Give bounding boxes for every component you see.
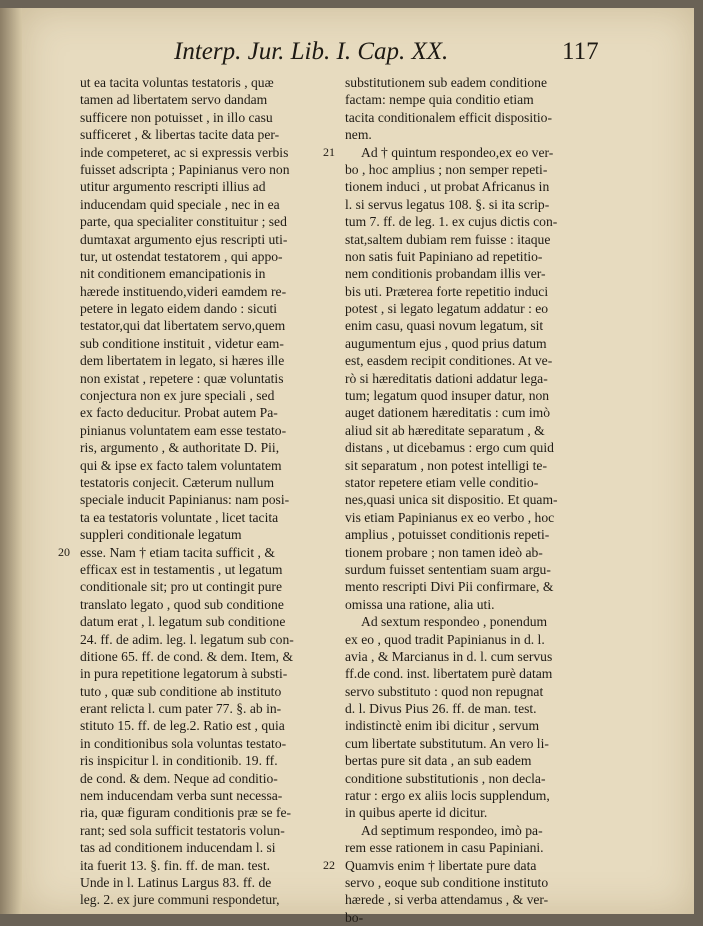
text-line: [345, 387, 623, 404]
text-line: [345, 74, 623, 91]
line-text: in conditionibus sola voluntas testato-: [80, 735, 287, 751]
line-text: suppleri conditionale legatum: [80, 527, 242, 543]
line-text: testator,qui dat libertatem servo,quem: [80, 318, 286, 334]
text-line: [345, 439, 623, 456]
line-text: qui & ipse ex facto talem voluntatem: [80, 457, 282, 473]
line-text: tur, ut ostendat testatorem , qui appo-: [80, 248, 283, 264]
text-line: [323, 144, 623, 161]
text-line: [80, 491, 352, 508]
line-text: ris, argumento , & authoritate D. Pii,: [80, 440, 280, 456]
text-line: [80, 752, 352, 769]
text-line: [80, 474, 352, 491]
line-text: sufficere non potuisset , in illo casu: [80, 109, 273, 125]
line-text: ex facto deducitur. Probat autem Pa-: [80, 405, 278, 421]
line-text: ris inspicitur l. in conditionib. 19. ff.: [80, 753, 278, 769]
line-text: 24. ff. de adim. leg. l. legatum sub con-: [80, 631, 294, 647]
text-line: [80, 770, 352, 787]
text-line: [345, 665, 623, 682]
line-text: stat,saltem dubiam rem fuisse : itaque: [345, 231, 551, 247]
line-text: efficax est in testamentis , ut legatum: [80, 561, 283, 577]
text-line: [345, 631, 623, 648]
text-line: [80, 509, 352, 526]
text-line: [80, 265, 352, 282]
text-line: [80, 613, 352, 630]
text-line: [345, 352, 623, 369]
text-line: [80, 161, 352, 178]
line-text: Ad septimum respondeo, imò pa-: [361, 822, 543, 838]
line-text: dem libertatem in legato, si hæres ille: [80, 353, 285, 369]
line-text: esse. Nam † etiam tacita sufficit , &: [80, 544, 275, 560]
line-text: speciale inducit Papinianus: nam posi-: [80, 492, 290, 508]
text-line: [345, 178, 623, 195]
text-line: [345, 265, 623, 282]
text-line: [345, 335, 623, 352]
text-line: [345, 822, 623, 839]
line-text: leg. 2. ex jure communi respondetur,: [80, 892, 280, 908]
book-page: [22, 8, 694, 925]
line-text: rant; sed sola sufficit testatoris volun-: [80, 822, 285, 838]
text-line: [80, 91, 352, 108]
text-line: [345, 874, 623, 891]
line-text: stator repetere etiam velle conditio-: [345, 474, 539, 490]
text-line: [345, 457, 623, 474]
line-text: tum 7. ff. de leg. 1. ex cujus dictis con-: [345, 214, 558, 230]
text-line: [345, 161, 623, 178]
text-line: [80, 857, 352, 874]
text-line: [345, 544, 623, 561]
line-text: testatoris conjecit. Cæterum nullum: [80, 474, 275, 490]
line-text: tionem probare ; non tamen ideò ab-: [345, 544, 543, 560]
text-line: [80, 526, 352, 543]
line-text: servo , eoque sub conditione instituto: [345, 874, 549, 890]
text-line: [80, 787, 352, 804]
line-text: Ad † quintum respondeo,ex eo ver-: [361, 144, 554, 160]
text-line: [345, 404, 623, 421]
text-line: [80, 804, 352, 821]
left-column: [58, 74, 352, 909]
line-text: avia , & Marcianus in d. l. cum servus: [345, 648, 553, 664]
line-text: tacita conditionalem efficit dispositio-: [345, 109, 552, 125]
line-text: nem inducendam verba sunt necessa-: [80, 788, 283, 804]
text-line: [80, 683, 352, 700]
line-text: ex eo , quod tradit Papinianus in d. l.: [345, 631, 545, 647]
line-text: pinianus voluntatem eam esse testato-: [80, 422, 287, 438]
text-line: [345, 91, 623, 108]
line-text: distans , ut dicebamus : ergo cum quid: [345, 440, 554, 456]
line-text: cum libertate substitutum. An vero li-: [345, 735, 549, 751]
line-text: translato legato , quod sub conditione: [80, 596, 284, 612]
line-text: tionem induci , ut probat Africanus in: [345, 179, 550, 195]
line-text: servo substituto : quod non repugnat: [345, 683, 544, 699]
text-line: [345, 839, 623, 856]
text-line: [80, 700, 352, 717]
line-text: inde competeret, ac si expressis verbis: [80, 144, 289, 160]
text-line: [345, 596, 623, 613]
text-line: [80, 822, 352, 839]
line-text: est, easdem recipit conditiones. At ve-: [345, 353, 553, 369]
line-text: Quamvis enim † libertate pure data: [345, 857, 537, 873]
line-text: ratur : ergo ex aliis locis supplendum,: [345, 788, 550, 804]
text-line: [80, 665, 352, 682]
line-text: nes,quasi unica sit dispositio. Et quam-: [345, 492, 558, 508]
text-line: [345, 526, 623, 543]
text-line: [345, 283, 623, 300]
text-line: [345, 213, 623, 230]
line-text: potest , si legato legatum addatur : eo: [345, 301, 549, 317]
text-line: [80, 631, 352, 648]
line-text: in quibus aperte id dicitur.: [345, 805, 488, 821]
line-text: erant relicta l. cum pater 77. §. ab in-: [80, 701, 282, 717]
line-text: conditionale sit; pro ut contingit pure: [80, 579, 282, 595]
line-text: tas ad conditionem inducendam l. si: [80, 840, 276, 856]
line-text: non existat , repetere : quæ voluntatis: [80, 370, 284, 386]
line-text: sub conditione instituit , videtur eam-: [80, 335, 284, 351]
marginal-number: 22: [323, 857, 335, 872]
text-line: [80, 717, 352, 734]
line-text: tamen ad libertatem servo dandam: [80, 92, 268, 108]
text-line: [345, 770, 623, 787]
marginal-number: 21: [323, 144, 335, 159]
line-text: rem esse rationem in casu Papiniani.: [345, 840, 544, 856]
text-line: [345, 648, 623, 665]
text-line: [80, 422, 352, 439]
line-text: ditione 65. ff. de cond. & dem. Item, &: [80, 648, 294, 664]
text-line: [345, 300, 623, 317]
text-line: [345, 909, 623, 926]
line-text: datum erat , l. legatum sub conditione: [80, 614, 286, 630]
text-line: [80, 352, 352, 369]
text-line: [80, 891, 352, 908]
text-line: [345, 613, 623, 630]
text-line: [80, 231, 352, 248]
text-line: [345, 717, 623, 734]
text-line: [345, 700, 623, 717]
line-text: bis uti. Præterea forte repetitio induci: [345, 283, 549, 299]
line-text: d. l. Divus Pius 26. ff. de man. test.: [345, 701, 537, 717]
line-text: factam: nempe quia conditio etiam: [345, 92, 534, 108]
text-line: [345, 752, 623, 769]
right-column: [323, 74, 623, 926]
text-line: [345, 474, 623, 491]
text-line: [345, 804, 623, 821]
line-text: amplius , potuisset conditionis repeti-: [345, 527, 550, 543]
line-text: l. si servus legatus 108. §. si ita scrip-: [345, 196, 550, 212]
line-text: sufficeret , & libertas tacite data per-: [80, 127, 280, 143]
text-line: [80, 126, 352, 143]
text-line: [80, 213, 352, 230]
text-line: [80, 387, 352, 404]
text-line: [80, 317, 352, 334]
text-line: [345, 196, 623, 213]
text-line: [80, 109, 352, 126]
line-text: tuto , quæ sub conditione ab instituto: [80, 683, 282, 699]
text-line: [80, 439, 352, 456]
text-line: [345, 561, 623, 578]
line-text: conditione substitutionis , non decla-: [345, 770, 546, 786]
line-text: fuisset adscripta ; Papinianus vero non: [80, 161, 290, 177]
line-text: utitur argumento rescripti illius ad: [80, 179, 266, 195]
text-line: [80, 874, 352, 891]
line-text: tum; legatum quod insuper datur, non: [345, 388, 550, 404]
text-line: [345, 683, 623, 700]
text-line: [80, 74, 352, 91]
line-text: de cond. & dem. Neque ad conditio-: [80, 770, 278, 786]
line-text: auget dationem hæreditatis : cum imò: [345, 405, 550, 421]
text-line: [345, 578, 623, 595]
line-text: ta ea testatoris voluntate , licet tacita: [80, 509, 279, 525]
page-number: 117: [562, 38, 599, 65]
text-line: [345, 509, 623, 526]
text-line: [80, 370, 352, 387]
line-text: ita fuerit 13. §. fin. ff. de man. test.: [80, 857, 271, 873]
line-text: omissa una ratione, alia uti.: [345, 596, 495, 612]
text-line: [345, 109, 623, 126]
text-line: [345, 370, 623, 387]
line-text: petere in legato eidem dando : sicuti: [80, 301, 278, 317]
text-line: [80, 144, 352, 161]
text-line: [345, 422, 623, 439]
line-text: bo , hoc amplius ; non semper repeti-: [345, 161, 548, 177]
text-line: [80, 335, 352, 352]
text-line: [80, 248, 352, 265]
text-line: [345, 491, 623, 508]
line-text: inducendam quid speciale , nec in ea: [80, 196, 280, 212]
text-line: [80, 735, 352, 752]
line-text: augumentum ejus , quod prius datum: [345, 335, 547, 351]
line-text: rò si hæreditatis dationi addatur lega-: [345, 370, 548, 386]
line-text: vis etiam Papinianus ex eo verbo , hoc: [345, 509, 555, 525]
line-text: nit conditionem emancipationis in: [80, 266, 266, 282]
text-line: [80, 596, 352, 613]
line-text: Ad sextum respondeo , ponendum: [361, 614, 548, 630]
line-text: conjectura non ex jure speciali , sed: [80, 388, 275, 404]
line-text: indistinctè enim ibi dicitur , servum: [345, 718, 540, 734]
line-text: ria, quæ figuram conditionis præ se fe-: [80, 805, 292, 821]
line-text: parte, qua specialiter constituitur ; sed: [80, 214, 287, 230]
line-text: Unde in l. Latinus Largus 83. ff. de: [80, 874, 272, 890]
text-line: [345, 787, 623, 804]
line-text: ff.de cond. inst. libertatem purè datam: [345, 666, 553, 682]
line-text: enim casu, quasi novum legatum, sit: [345, 318, 544, 334]
line-text: bertas pure sit data , an sub eadem: [345, 753, 532, 769]
text-line: [80, 561, 352, 578]
line-text: non satis fuit Papiniano ad repetitio-: [345, 248, 543, 264]
line-text: bo-: [345, 909, 364, 925]
text-line: [345, 248, 623, 265]
text-line: [80, 196, 352, 213]
line-text: mento rescripti Divi Pii confirmare, &: [345, 579, 554, 595]
binding-edge: [0, 8, 22, 914]
text-line: [80, 457, 352, 474]
line-text: ut ea tacita voluntas testatoris , quæ: [80, 75, 274, 90]
line-text: hærede , si verba attendamus , & ver-: [345, 892, 549, 908]
text-line: [80, 283, 352, 300]
line-text: nem.: [345, 127, 372, 143]
text-line: [80, 300, 352, 317]
text-line: [345, 317, 623, 334]
line-text: sit separatum , non potest intelligi te-: [345, 457, 547, 473]
text-line: [58, 544, 352, 561]
marginal-number: 20: [58, 544, 70, 559]
text-line: [345, 891, 623, 908]
line-text: substitutionem sub eadem conditione: [345, 75, 547, 90]
page-header: [22, 38, 694, 68]
text-line: [80, 404, 352, 421]
text-line: [80, 839, 352, 856]
line-text: hærede instituendo,videri eamdem re-: [80, 283, 287, 299]
line-text: stituto 15. ff. de leg.2. Ratio est , quia: [80, 718, 285, 734]
text-line: [345, 231, 623, 248]
line-text: aliud sit ab hæreditate separatum , &: [345, 422, 545, 438]
text-line: [345, 735, 623, 752]
line-text: in pura repetitione legatorum à substi-: [80, 666, 288, 682]
text-line: [80, 648, 352, 665]
text-line: [323, 857, 623, 874]
line-text: dumtaxat argumento ejus rescripti uti-: [80, 231, 288, 247]
text-line: [80, 178, 352, 195]
line-text: surdum fuisset sententiam suam argu-: [345, 561, 551, 577]
running-title: Interp. Jur. Lib. I. Cap. XX.: [174, 38, 449, 65]
text-line: [80, 578, 352, 595]
text-line: [345, 126, 623, 143]
line-text: nem conditionis probandam illis ver-: [345, 266, 546, 282]
